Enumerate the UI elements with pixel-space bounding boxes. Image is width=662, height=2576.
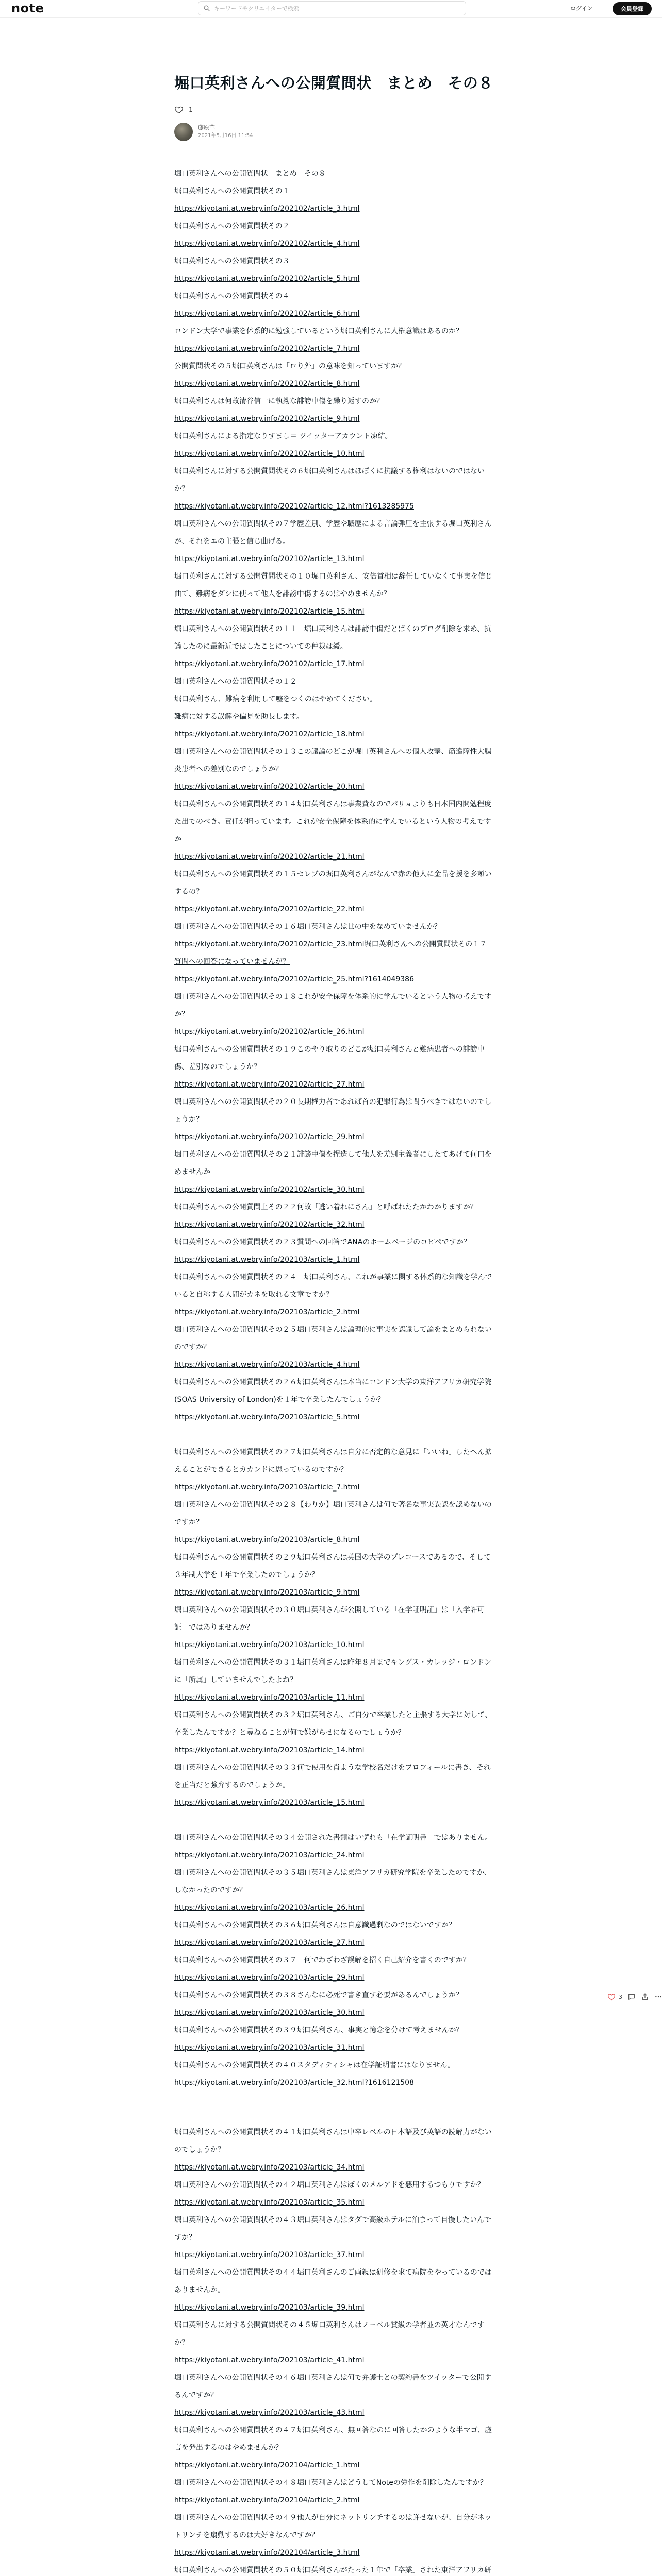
article-paragraph: 堀口英利さんへの公開質問状その２０長期権力者であれば首の犯罪行為は問うべきではないのでしょうか？ <box>174 1098 492 1124</box>
search-box[interactable] <box>198 1 466 15</box>
note-logo[interactable]: note <box>11 1 44 15</box>
article-link[interactable]: https://kiyotani.at.webry.info/202103/article_31.html <box>174 2044 365 2052</box>
article-link[interactable]: https://kiyotani.at.webry.info/202102/article_18.html <box>174 730 365 738</box>
article-link[interactable]: https://kiyotani.at.webry.info/202103/article_15.html <box>174 1799 365 1807</box>
page-title: 堀口英利さんへの公開質問状 まとめ その８ <box>174 74 493 92</box>
article-paragraph: 堀口英利さんへの公開質問上その２２何故「逃い着れにさん」と呼ばれたたかわかりますか？ <box>174 1203 477 1211</box>
article-link[interactable]: https://kiyotani.at.webry.info/202102/article_32.html <box>174 1221 365 1229</box>
article-paragraph: 堀口英利さんへの公開質問状その２ <box>174 222 290 230</box>
heart-icon[interactable] <box>174 105 184 114</box>
article-paragraph: 難病に対する誤解や偏見を助長します。 <box>174 713 304 721</box>
article-link[interactable]: https://kiyotani.at.webry.info/202103/article_1.html <box>174 1256 360 1264</box>
like-bar <box>174 104 494 115</box>
article-paragraph: 堀口英利さんへの公開質問状その４７堀口英利さん、無回答なのに回答したかのような半マゴ、虚言を発出するのはやめませんか？ <box>174 2426 492 2452</box>
article-paragraph: ロンドン大学で事業を体系的に勉強しているという堀口英利さんに人権意識はあるのか？ <box>174 327 463 335</box>
article-paragraph: 堀口英利さんへの公開質問状その２７堀口英利さんは自分に否定的な意見に「いいね」したへん拡えることができるとカカンドに思っているのですか？ <box>174 1448 492 1474</box>
article-paragraph: 堀口英利さんへの公開質問状その１５セレブの堀口英利さんがなんで赤の他人に金品を援を多頼いするの？ <box>174 870 492 896</box>
article-paragraph: 堀口英利さんへの公開質問状その４２堀口英利さんはぼくのメルアドを悪用するつもりですか？ <box>174 2181 485 2189</box>
article-link[interactable]: https://kiyotani.at.webry.info/202103/article_37.html <box>174 2251 365 2259</box>
article-link[interactable]: https://kiyotani.at.webry.info/202103/article_5.html <box>174 1413 360 1421</box>
article-link[interactable]: https://kiyotani.at.webry.info/202103/article_39.html <box>174 2303 365 2312</box>
search-icon <box>204 5 210 11</box>
article-paragraph: 堀口英利さんへの公開質問状その７学歴差別、学歴や職歴による言論弾圧を主張する堀口英利さんが、それをエの主張と信じ曲げる。 <box>174 520 492 546</box>
article-paragraph: 堀口英利さんへの公開質問状その４０スタディティシャは在学証明書にはなりません。 <box>174 2061 455 2070</box>
article-link[interactable]: https://kiyotani.at.webry.info/202103/article_10.html <box>174 1641 365 1649</box>
article-paragraph: 堀口英利さんへの公開質問状その２６堀口英利さんは本当にロンドン大学の東洋アフリカ研究学院(SOAS University of London)を１年で卒業したんでしょうか？ <box>174 1378 492 1404</box>
avatar[interactable] <box>174 123 193 141</box>
article-paragraph: 堀口英利さんへの公開質問状その１２ <box>174 677 297 686</box>
article-paragraph: 堀口英利さんへの公開質問状その２５堀口英利さんは論理的に事実を認識して論をまとめられないのですか？ <box>174 1326 492 1351</box>
article-paragraph: 堀口英利さんへの公開質問状その４３堀口英利さんはタダで高級ホテルに泊まって自慢したいんですか？ <box>174 2216 492 2242</box>
article-paragraph: 堀口英利さんへの公開質問状その４ <box>174 292 290 300</box>
article-link[interactable]: https://kiyotani.at.webry.info/202102/article_8.html <box>174 380 360 388</box>
article-paragraph: 堀口英利さんへの公開質問状その３２堀口英利さん、ご自分で卒業したと主張する大学に対して、卒業したんですか？と尋ねることが何で嫌がらせになるのでしょうか？ <box>174 1711 492 1737</box>
article-paragraph: 堀口英利さん、難病を利用して嘘をつくのはやめてください。 <box>174 695 377 703</box>
login-button[interactable]: ログイン <box>565 2 598 15</box>
article-paragraph: 堀口英利さんへの公開質問状その１４堀口英利さんは事業費なのでパリョよりも日本国内開勉程度た出でのべき。責任が担っています。これが安全保障を体系的に学んでいるという人物の考えですか <box>174 800 492 843</box>
article-link[interactable]: https://kiyotani.at.webry.info/202104/article_2.html <box>174 2496 360 2504</box>
article-paragraph: 堀口英利さんへの公開質問状その１ <box>174 187 290 195</box>
search-input[interactable] <box>214 5 461 12</box>
article-link[interactable]: https://kiyotani.at.webry.info/202102/article_30.html <box>174 1185 365 1194</box>
article-link[interactable]: https://kiyotani.at.webry.info/202103/article_41.html <box>174 2356 365 2364</box>
paragraph-spacer <box>174 1811 494 1829</box>
article-paragraph: 堀口英利さんへの公開質問状その１９このやり取りのどこが堀口英利さんと難病患者への誹謗中傷、差別なのでしょうか？ <box>174 1045 485 1071</box>
article-paragraph: 堀口英利さんへの公開質問状その２４ 堀口英利さん、これが事業に関する体系的な知識を学んでいると自称する人間がカネを取れる文章ですか？ <box>174 1273 492 1299</box>
article-link[interactable]: https://kiyotani.at.webry.info/202103/article_9.html <box>174 1588 360 1597</box>
floating-action-bar <box>607 1991 662 2003</box>
paragraph-spacer <box>174 2092 494 2124</box>
article-link[interactable]: https://kiyotani.at.webry.info/202103/article_35.html <box>174 2198 365 2207</box>
article-paragraph: 堀口英利さんへの公開質問状その１１ 堀口英利さんは誹謗中傷だとばくのブログ削除を求め、抗議したのに最新近ではしたことについての仲裁は緩。 <box>174 625 492 651</box>
article-link[interactable]: https://kiyotani.at.webry.info/202102/article_12.html?1613285975 <box>174 502 414 511</box>
article-link[interactable]: https://kiyotani.at.webry.info/202103/article_27.html <box>174 1939 365 1947</box>
article-paragraph: 堀口英利さんへの公開質問状その４６堀口英利さんは何で弁護士との契約書をツイッターで公開するんですか？ <box>174 2374 491 2399</box>
post-date: 2021年5月16日 11:54 <box>198 133 253 139</box>
article-link[interactable]: https://kiyotani.at.webry.info/202103/article_14.html <box>174 1746 365 1754</box>
article-link[interactable]: https://kiyotani.at.webry.info/202103/article_29.html <box>174 1974 365 1982</box>
article-paragraph: 堀口英利さんへの公開質問状その１８これが安全保障を体系的に学んでいるという人物の考えですか？ <box>174 993 492 1019</box>
article-paragraph: 堀口英利さんへの公開質問状その３１堀口英利さんは昨年８月までキングス・カレッジ・ロンドンに「所属」していませんでしたよね？ <box>174 1658 492 1684</box>
article-paragraph: 堀口英利さんへの公開質問状その３８さんなに必死で書き直す必要があるんでしょうか？ <box>174 1991 463 1999</box>
article-link[interactable]: https://kiyotani.at.webry.info/202102/article_21.html <box>174 853 365 861</box>
article-paragraph: 堀口英利さんへの公開質問状その３６堀口英利さんは自意識過剰なのではないですか？ <box>174 1921 456 1929</box>
article-paragraph: 公開質問状その５堀口英利さんは「ロり外」の意味を知っていますか？ <box>174 362 405 370</box>
top-header <box>0 0 662 18</box>
article-paragraph: 堀口英利さんへの公開質問状その３９堀口英利さん、事実と憶念を分けて考えませんか？ <box>174 2026 464 2035</box>
article-paragraph: 堀口英利さんに対する公開質問状その４５堀口英利さんはノーベル賞級の学者並の英才なんですか？ <box>174 2321 485 2347</box>
article-link[interactable]: https://kiyotani.at.webry.info/202102/article_29.html <box>174 1133 365 1141</box>
heart-icon[interactable] <box>607 1993 616 2001</box>
article-link[interactable]: https://kiyotani.at.webry.info/202102/article_27.html <box>174 1080 365 1089</box>
article-link[interactable]: https://kiyotani.at.webry.info/202102/article_6.html <box>174 310 360 318</box>
register-button[interactable]: 会員登録 <box>613 2 652 15</box>
paragraph-spacer <box>174 1426 494 1444</box>
article-link[interactable]: https://kiyotani.at.webry.info/202104/article_3.html <box>174 2549 360 2557</box>
share-icon[interactable] <box>641 1993 649 2001</box>
article-paragraph: 堀口英利さんへの公開質問状その３４公開された書類はいずれも「在学証明書」ではありません。 <box>174 1834 492 1842</box>
article-paragraph: 堀口英利さんへの公開質問状その２１誹謗中傷を捏造して他人を差別主義者にしたてあげて何口をめませんか <box>174 1150 492 1176</box>
article-link[interactable]: https://kiyotani.at.webry.info/202102/article_9.html <box>174 415 360 423</box>
article-paragraph: 堀口英利さんへの公開質問状その３ <box>174 257 290 265</box>
article-paragraph: 堀口英利さんへの公開質問状その４９他人が自分にネットリンチするのは許せないが、自分がネットリンチを扇動するのは大好きなんですか？ <box>174 2514 492 2539</box>
article-paragraph: 堀口英利さんへの公開質問状その１６堀口英利さんは世の中をなめていませんか？ <box>174 923 441 931</box>
article-paragraph: 堀口英利さんへの公開質問状その２３質問への回答でANAのホームページのコピペですか？ <box>174 1238 471 1246</box>
author-name[interactable]: 藤原華一 <box>198 124 221 131</box>
article-paragraph: 堀口英利さんへの公開質問状その２９堀口英利さんは英国の大学のプレコースであるので、そして３年制大学を１年で卒業したのでしょうか？ <box>174 1553 491 1579</box>
article-paragraph: 堀口英利さんは何故清谷信一に執拗な誹謗中傷を繰り返すのか？ <box>174 397 384 405</box>
article-link[interactable]: https://kiyotani.at.webry.info/202102/article_17.html <box>174 660 365 668</box>
article-link[interactable]: https://kiyotani.at.webry.info/202103/article_26.html <box>174 1904 365 1912</box>
author-block <box>174 122 494 142</box>
article-link[interactable]: https://kiyotani.at.webry.info/202103/article_30.html <box>174 2009 365 2017</box>
article-link[interactable]: https://kiyotani.at.webry.info/202102/article_22.html <box>174 905 365 913</box>
article <box>174 70 494 2576</box>
article-paragraph: 堀口英利さんへの公開質問状その３３何で使用を肖ような学校名だけをプロフィールに書き、それを正当だと強弁するのでしょうか。 <box>174 1764 491 1789</box>
article-paragraph: 堀口英利さんへの公開質問状その５０堀口英利さんがたった１年で「卒業」された東洋アフリカ研 <box>174 2566 492 2574</box>
like-count[interactable]: 1 <box>189 106 193 113</box>
article-paragraph: 堀口英利さんへの公開質問状その４４堀口英利さんのご両親は研修を求て病院をやっているのではありませんか。 <box>174 2268 492 2294</box>
article-paragraph: 堀口英利さんへの公開質問状その３０堀口英利さんが公開している「在学証明証」は「入学許可証」ではありませんか？ <box>174 1606 485 1632</box>
article-link[interactable]: https://kiyotani.at.webry.info/202102/article_25.html?1614049386 <box>174 975 414 984</box>
article-link[interactable]: https://kiyotani.at.webry.info/202102/article_3.html <box>174 205 360 213</box>
article-link[interactable]: https://kiyotani.at.webry.info/202103/article_34.html <box>174 2163 365 2172</box>
more-icon[interactable] <box>654 1993 662 2001</box>
article-paragraph: 堀口英利さんへの公開質問状 まとめ その８ <box>174 170 326 178</box>
article-link[interactable]: https://kiyotani.at.webry.info/202103/article_11.html <box>174 1693 365 1702</box>
article-link[interactable]: https://kiyotani.at.webry.info/202104/article_1.html <box>174 2461 360 2469</box>
article-link[interactable]: https://kiyotani.at.webry.info/202102/article_15.html <box>174 607 365 616</box>
article-link[interactable]: https://kiyotani.at.webry.info/202103/article_43.html <box>174 2409 365 2417</box>
article-paragraph: 堀口英利さんへの公開質問状その４８堀口英利さんはどうしてNoteの労作を削除したんですか？ <box>174 2479 487 2487</box>
article-link[interactable]: https://kiyotani.at.webry.info/202103/article_4.html <box>174 1361 360 1369</box>
article-link[interactable]: https://kiyotani.at.webry.info/202102/article_20.html <box>174 783 365 791</box>
article-link[interactable]: https://kiyotani.at.webry.info/202102/article_4.html <box>174 240 360 248</box>
article-link[interactable]: https://kiyotani.at.webry.info/202103/article_2.html <box>174 1308 360 1316</box>
article-link[interactable]: https://kiyotani.at.webry.info/202103/article_24.html <box>174 1851 365 1859</box>
article-link[interactable]: https://kiyotani.at.webry.info/202102/article_7.html <box>174 345 360 353</box>
article-link[interactable]: https://kiyotani.at.webry.info/202102/article_5.html <box>174 275 360 283</box>
article-paragraph: 堀口英利さんへの公開質問状その３５堀口英利さんは東洋アフリカ研究学院を卒業したのですか、しなかったのですか？ <box>174 1869 492 1894</box>
article-paragraph: 堀口英利さんへの公開質問状その３７ 何でわざわざ誤解を招く自己紹介を書くのですか？ <box>174 1956 470 1964</box>
article-paragraph: 堀口英利さんに対する公開質問状その１０堀口英利さん、安倍首相は辞任していなくて事実を信じ曲て、難病をダシに使って他人を誹謗中傷するのはやめませんか？ <box>174 572 492 598</box>
article-paragraph: 堀口英利さんへの公開質問状その２８【わりか】堀口英利さんは何で著名な事実誤認を認めないのですか？ <box>174 1501 492 1527</box>
article-link[interactable]: https://kiyotani.at.webry.info/202103/article_8.html <box>174 1536 360 1544</box>
article-link[interactable]: https://kiyotani.at.webry.info/202102/article_13.html <box>174 555 365 563</box>
article-link[interactable]: https://kiyotani.at.webry.info/202103/article_32.html?1616121508 <box>174 2079 414 2087</box>
comment-icon[interactable] <box>627 1993 636 2001</box>
article-link[interactable]: https://kiyotani.at.webry.info/202102/article_23.html堀口英利さんへの公開質問状その１７質問への回答になっていませんが？ <box>174 940 487 966</box>
article-paragraph: 堀口英利さんに対する公開質問状その６堀口英利さんはほぼくに抗議する権利はないのではないか？ <box>174 467 485 493</box>
article-link[interactable]: https://kiyotani.at.webry.info/202102/article_10.html <box>174 450 365 458</box>
article-body <box>174 165 494 2576</box>
article-paragraph: 堀口英利さんによる指定なりすまし＝ ツイッターアカウント凍結。 <box>174 432 392 440</box>
floating-like-count[interactable]: 3 <box>619 1993 622 2001</box>
article-paragraph: 堀口英利さんへの公開質問状その１３この議論のどこが堀口英利さんへの個人攻撃、筋違障性大腸炎患者への差別なのでしょうか？ <box>174 748 492 773</box>
article-link[interactable]: https://kiyotani.at.webry.info/202103/article_7.html <box>174 1483 360 1492</box>
article-link[interactable]: https://kiyotani.at.webry.info/202102/article_26.html <box>174 1028 365 1036</box>
article-paragraph: 堀口英利さんへの公開質問状その４１堀口英利さんは中卒レベルの日本語及び英語の読解力がないのでしょうか？ <box>174 2128 492 2154</box>
